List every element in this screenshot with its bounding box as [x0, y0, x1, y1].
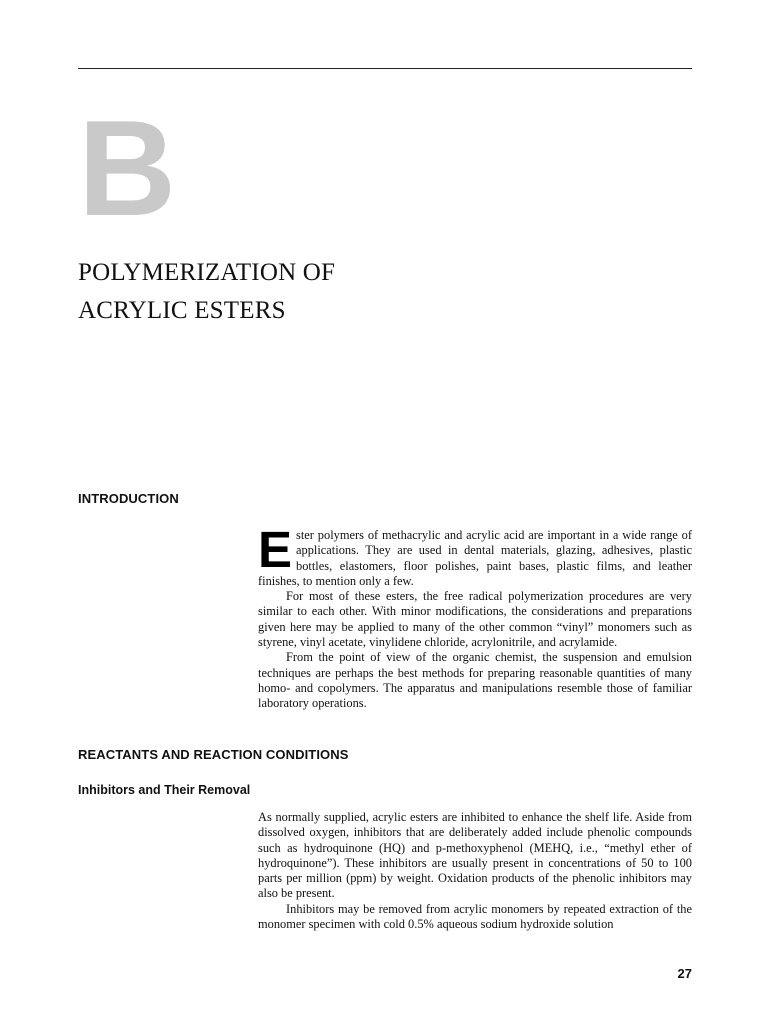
reactants-heading: REACTANTS AND REACTION CONDITIONS [78, 747, 349, 762]
introduction-paragraph-1 [258, 521, 692, 589]
page-number: 27 [677, 966, 692, 981]
inhibitors-body [258, 810, 692, 932]
chapter-title [78, 254, 335, 330]
inhibitors-paragraph-1: As normally supplied, acrylic esters are inhibited to enhance the shelf life. Aside from dissolved oxygen, inhibitors that are deliberately added include phenolic compounds such as hydroquinone (HQ) and p-methoxyphenol (MEHQ, i.e., “methyl ether of hydroquinone”). These inhibitors are usually present in concentrations of 50 to 100 parts per million (ppm) by weight. Oxidation products of the phenolic inhibitors may also be present. [258, 810, 692, 901]
introduction-body [258, 521, 692, 712]
dropcap: E [258, 521, 293, 578]
introduction-paragraph-1-text: ster polymers of methacrylic and acrylic acid are important in a wide range of applications. They are used in dental materials, glazing, adhesives, plastic bottles, elastomers, floor polishes, paint bases, plastic films, and leather finishes, to mention only a few. [258, 528, 692, 588]
introduction-paragraph-3: From the point of view of the organic chemist, the suspension and emulsion techniques are perhaps the best methods for preparing reasonable quantities of many homo- and copolymers. The apparatus and manipulations resemble those of familiar laboratory operations. [258, 650, 692, 711]
introduction-heading: INTRODUCTION [78, 491, 179, 506]
introduction-paragraph-2: For most of these esters, the free radical polymerization procedures are very similar to each other. With minor modifications, the considerations and preparations given here may be applied to many of the other common “vinyl” monomers such as styrene, vinyl acetate, vinylidene chloride, acrylonitrile, and acrylamide. [258, 589, 692, 650]
chapter-letter: B [78, 92, 175, 244]
chapter-title-line1: POLYMERIZATION OF [78, 259, 336, 286]
chapter-title-line2: ACRYLIC ESTERS [78, 297, 286, 324]
top-rule [78, 68, 692, 69]
inhibitors-paragraph-2: Inhibitors may be removed from acrylic monomers by repeated extraction of the monomer specimen with cold 0.5% aqueous sodium hydroxide solution [258, 901, 692, 932]
inhibitors-subheading: Inhibitors and Their Removal [78, 783, 251, 797]
